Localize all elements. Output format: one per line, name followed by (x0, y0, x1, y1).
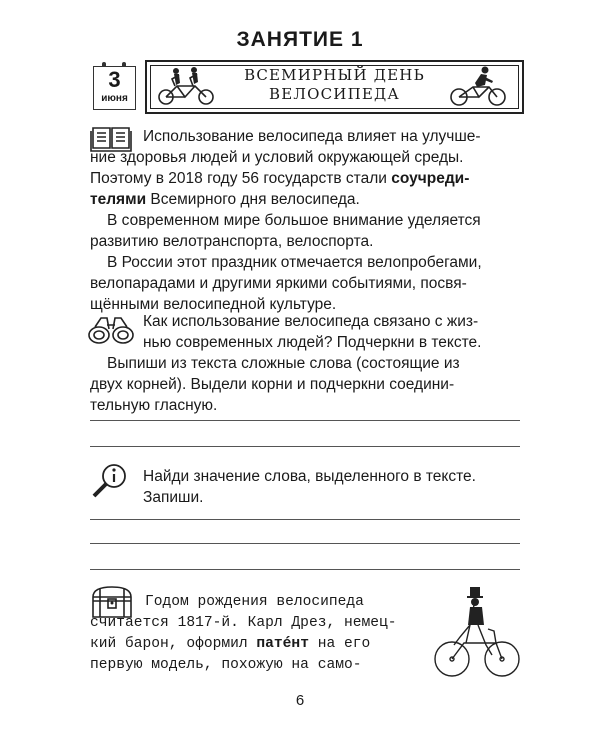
history-paragraph-cont: считается 1817-й. Карл Дрез, немец- кий барон, оформил патéнт на его первую модель, похожую на само- (90, 615, 397, 673)
reading-paragraph-1-cont: ние здоровья людей и условий окружающей среды. Поэтому в 2018 году 56 государств стали соучреди- телями Всемирного дня велосипеда. (90, 149, 470, 208)
calendar-day: 3 (108, 67, 121, 92)
magnifier-info-icon (90, 462, 130, 500)
tandem-bicycle-icon (155, 66, 217, 106)
reading-paragraph-3: В России этот праздник отмечается велопробегами, велопарадами и другими яркими событиями, посвя- щёнными велосипедной культуре. (90, 254, 482, 313)
task-1-text: Как использование велосипеда связано с жиз- нью современных людей? Подчеркни в тексте. (143, 313, 482, 351)
page-number: 6 (295, 692, 305, 709)
highlighted-word-patent: патéнт (256, 636, 309, 652)
writing-line[interactable] (90, 519, 520, 520)
task-2-text: Найди значение слова, выделенного в тексте. Запиши. (143, 468, 476, 506)
topic-line-2: ВЕЛОСИПЕДА (269, 85, 400, 103)
reading-paragraph-1: Использование велосипеда влияет на улучше- (143, 128, 481, 145)
reading-paragraph-2: В современном мире большое внимание уделяется развитию велотранспорта, велоспорта. (90, 212, 481, 250)
highlighted-word-end: телями (90, 191, 147, 208)
lesson-title: ЗАНЯТИЕ 1 (236, 28, 364, 51)
calendar-icon (93, 62, 136, 110)
calendar-month: июня (101, 93, 128, 104)
draisine-rider-illustration (430, 585, 522, 683)
cyclist-icon (447, 65, 509, 107)
writing-line[interactable] (90, 543, 520, 544)
task-1-text-cont: Выпиши из текста сложные слова (состоящие из двух корней). Выдели корни и подчеркни соедини- тельную гласную. (90, 355, 460, 414)
history-paragraph: Годом рождения велосипеда (145, 594, 364, 610)
writing-line[interactable] (90, 446, 520, 447)
writing-line[interactable] (90, 569, 520, 570)
lesson-header-box (145, 60, 524, 114)
lesson-topic (227, 66, 442, 104)
writing-line[interactable] (90, 420, 520, 421)
binoculars-icon (87, 315, 135, 345)
highlighted-word: соучреди- (391, 170, 470, 187)
topic-line-1: ВСЕМИРНЫЙ ДЕНЬ (244, 66, 425, 84)
